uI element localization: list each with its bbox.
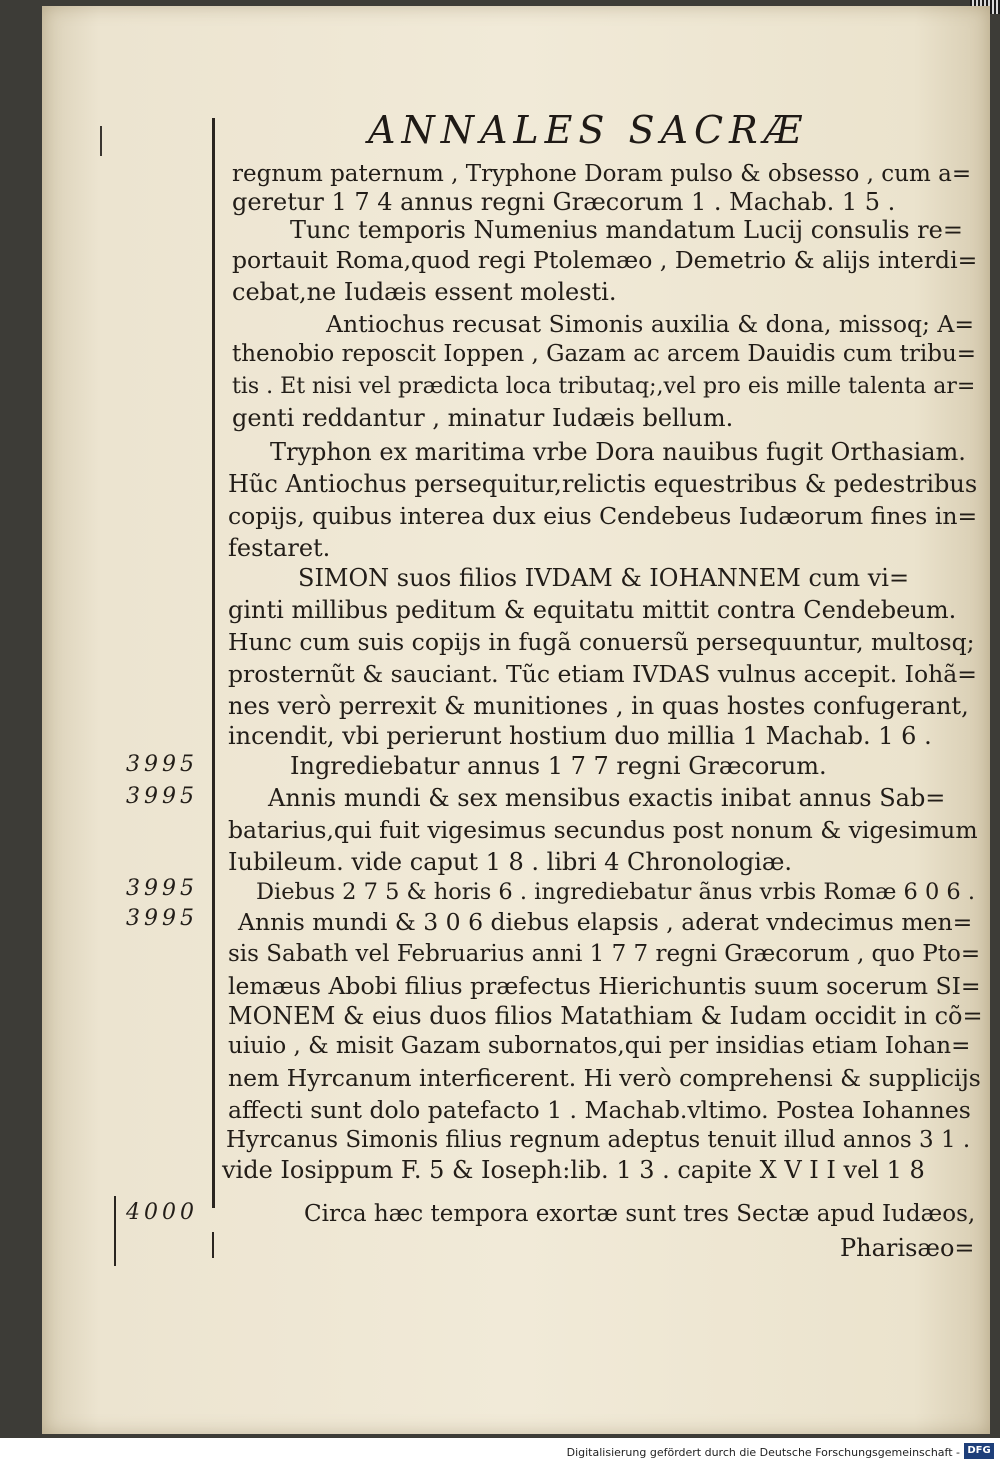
text-line: uiuio , & misit Gazam subornatos,qui per insidias etiam Iohan= — [228, 1033, 971, 1059]
margin-year: 3995 — [126, 752, 198, 777]
text-line: nem Hyrcanum interficerent. Hi verò comprehensi & supplicijs — [228, 1064, 981, 1092]
text-line: MONEM & eius duos filios Matathiam & Iudam occidit in cõ= — [228, 1002, 983, 1030]
text-line: Annis mundi & 3 0 6 diebus elapsis , aderat vndecimus men= — [238, 908, 973, 936]
text-line: Hũc Antiochus persequitur,relictis equestribus & pedestribus — [228, 470, 978, 498]
text-line: SIMON suos filios IVDAM & IOHANNEM cum vi= — [298, 564, 910, 592]
margin-year: 3995 — [126, 784, 198, 809]
text-line: Circa hæc tempora exortæ sunt tres Sectæ apud Iudæos, — [304, 1201, 976, 1227]
text-line: ginti millibus peditum & equitatu mittit contra Cendebeum. — [228, 596, 957, 624]
margin-year: 3995 — [126, 906, 198, 931]
text-line: lemæus Abobi filius præfectus Hierichuntis suum socerum SI= — [228, 972, 981, 1000]
funding-notice: Digitalisierung gefördert durch die Deutsche Forschungsgemeinschaft - — [566, 1446, 960, 1459]
text-line: Annis mundi & sex mensibus exactis inibat annus Sab= — [268, 784, 946, 812]
text-line: portauit Roma,quod regi Ptolemæo , Demetrio & alijs interdi= — [232, 246, 978, 274]
margin-rule — [114, 1196, 116, 1266]
column-rule-lower — [212, 1232, 214, 1258]
text-line: regnum paternum , Tryphone Doram pulso & obsesso , cum a= — [232, 161, 972, 187]
text-line-catchword: Pharisæo= — [840, 1234, 975, 1262]
text-line: nes verò perrexit & munitiones , in quas hostes confugerant, — [228, 692, 969, 720]
text-line: copijs, quibus interea dux eius Cendebeus Iudæorum fines in= — [228, 502, 978, 530]
text-line: Tryphon ex maritima vrbe Dora nauibus fugit Orthasiam. — [270, 438, 966, 466]
column-rule — [212, 118, 215, 1208]
text-line: vide Iosippum F. 5 & Ioseph:lib. 1 3 . capite X V I I vel 1 8 — [222, 1156, 925, 1184]
text-line: tis . Et nisi vel prædicta loca tributaq;,vel pro eis mille talenta ar= — [232, 374, 976, 399]
running-header: ANNALES SACRÆ — [368, 108, 808, 152]
margin-year: 3995 — [126, 876, 198, 901]
text-line: batarius,qui fuit vigesimus secundus post nonum & vigesimum — [228, 816, 978, 844]
text-line: cebat,ne Iudæis essent molesti. — [232, 278, 617, 306]
text-line: festaret. — [228, 534, 331, 562]
margin-tick — [100, 126, 102, 156]
text-line: Iubileum. vide caput 1 8 . libri 4 Chronologiæ. — [228, 848, 793, 876]
text-line: Antiochus recusat Simonis auxilia & dona, missoq; A= — [326, 310, 975, 338]
text-line: geretur 1 7 4 annus regni Græcorum 1 . Machab. 1 5 . — [232, 188, 896, 216]
margin-year: 4000 — [126, 1200, 198, 1225]
text-line: sis Sabath vel Februarius anni 1 7 7 regni Græcorum , quo Pto= — [228, 941, 981, 967]
text-line: Diebus 2 7 5 & horis 6 . ingrediebatur ãnus vrbis Romæ 6 0 6 . — [256, 879, 976, 905]
text-line: Hunc cum suis copijs in fugã conuersũ persequuntur, multosq; — [228, 628, 975, 656]
text-line: affecti sunt dolo patefacto 1 . Machab.vltimo. Postea Iohannes — [228, 1096, 971, 1124]
text-line: Tunc temporis Numenius mandatum Lucij consulis re= — [290, 216, 963, 244]
text-line: genti reddantur , minatur Iudæis bellum. — [232, 404, 734, 432]
text-line: Ingrediebatur annus 1 7 7 regni Græcorum. — [290, 752, 827, 780]
dfg-logo: DFG — [964, 1443, 994, 1459]
text-line: prosternũt & sauciant. Tũc etiam IVDAS vulnus accepit. Iohã= — [228, 660, 977, 688]
footer-bar — [0, 1440, 1000, 1464]
text-line: thenobio reposcit Ioppen , Gazam ac arcem Dauidis cum tribu= — [232, 341, 977, 367]
text-line: Hyrcanus Simonis filius regnum adeptus tenuit illud annos 3 1 . — [226, 1127, 971, 1153]
text-line: incendit, vbi perierunt hostium duo millia 1 Machab. 1 6 . — [228, 722, 932, 750]
